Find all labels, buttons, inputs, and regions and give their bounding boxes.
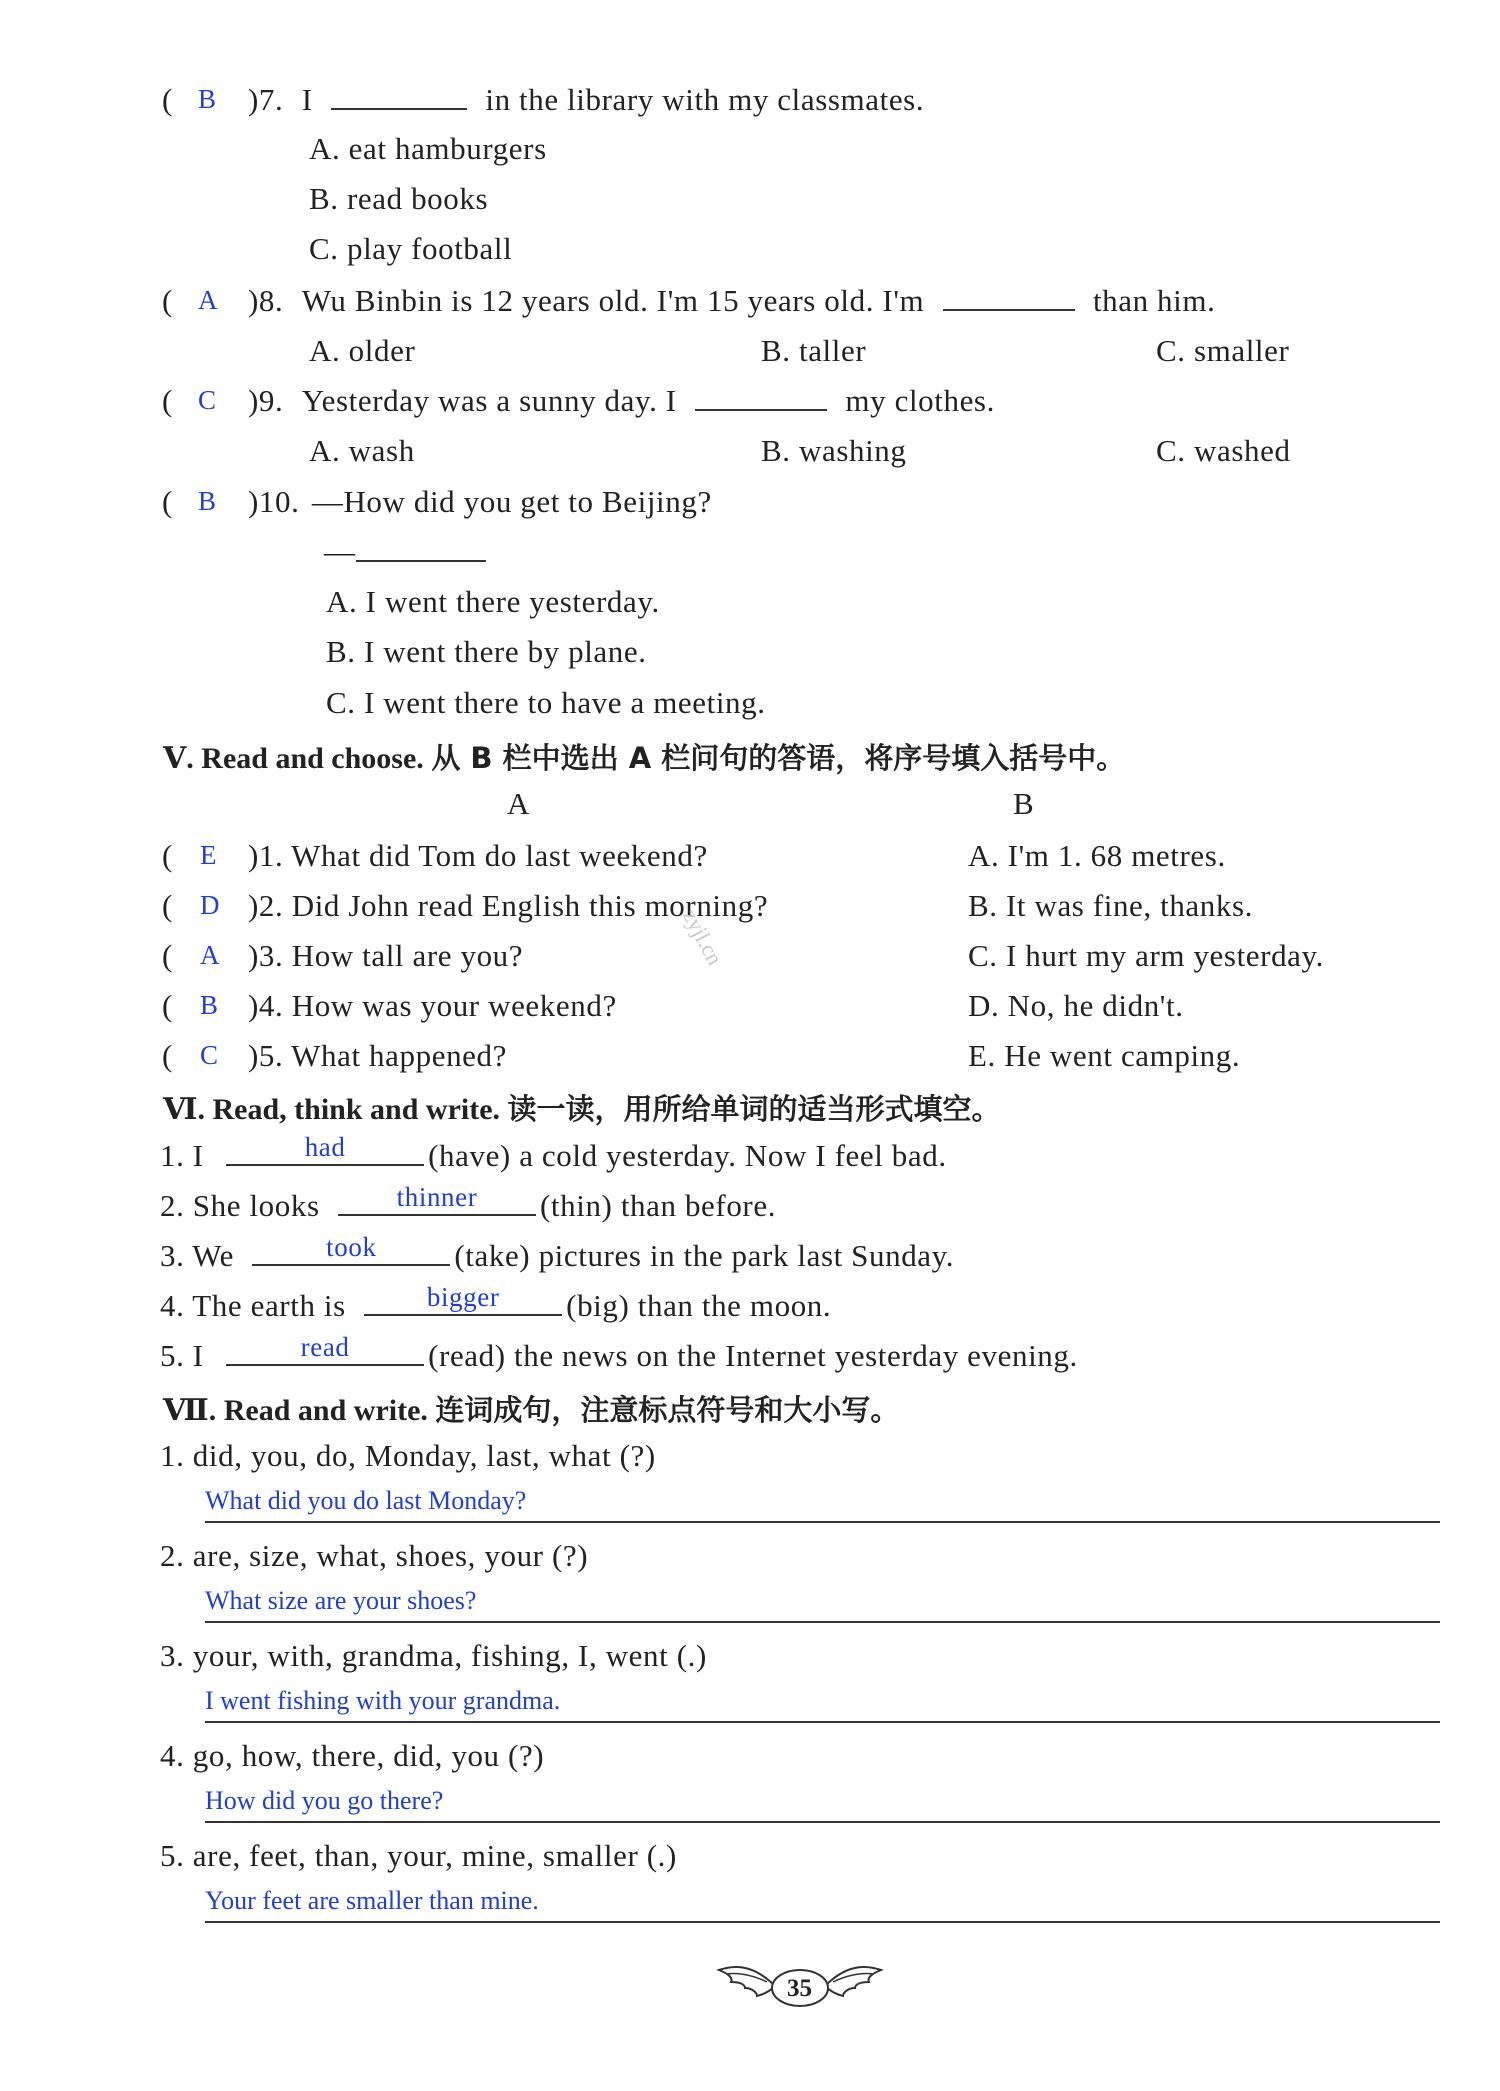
order-answer-5: Your feet are smaller than mine.: [205, 1886, 539, 1915]
match-option-a: A. I'm 1. 68 metres.: [968, 838, 1226, 873]
match-option-b: B. It was fine, thanks.: [968, 888, 1254, 923]
section-7-title-cn: 连词成句，注意标点符号和大小写。: [435, 1393, 900, 1427]
answer-line-1[interactable]: [205, 1521, 1440, 1523]
fill-item-5-post: (read) the news on the Internet yesterday evening.: [428, 1338, 1078, 1373]
answer-line-2[interactable]: [205, 1621, 1440, 1623]
q10-option-a: A. I went there yesterday.: [326, 584, 660, 619]
section-6-heading: [163, 1087, 1001, 1128]
watermark-text: zyjl.cn: [677, 905, 728, 970]
q8-option-b: B. taller: [761, 333, 867, 368]
fill-item-2-post: (thin) than before.: [540, 1188, 777, 1223]
fill-item-2: [160, 1182, 777, 1224]
column-a-header: A: [507, 786, 530, 821]
q8-text-pre: Wu Binbin is 12 years old. I'm 15 years old. I'm: [301, 283, 925, 318]
fill-item-5-pre: 5. I: [160, 1338, 204, 1373]
match-answer-5: C: [200, 1040, 219, 1070]
fill-item-1: [160, 1132, 947, 1174]
answer-line-3[interactable]: [205, 1721, 1440, 1723]
fill-item-4: [160, 1282, 832, 1324]
match-answer-2: D: [200, 890, 220, 920]
fill-blank-3[interactable]: [252, 1232, 450, 1266]
q10-question: —How did you get to Beijing?: [311, 484, 712, 519]
q7-option-c: C. play football: [309, 231, 513, 266]
q7-option-a: A. eat hamburgers: [309, 131, 547, 166]
q7-text-post: in the library with my classmates.: [485, 82, 925, 117]
fill-item-2-pre: 2. She looks: [160, 1188, 320, 1223]
q10-reply-line: [324, 534, 486, 570]
fill-blank-4[interactable]: [364, 1282, 562, 1316]
match-answer-4: B: [200, 990, 219, 1020]
fill-answer-2: thinner: [396, 1182, 478, 1212]
q9-text-post: my clothes.: [845, 383, 995, 418]
fill-item-3-post: (take) pictures in the park last Sunday.: [454, 1238, 955, 1273]
order-words-1: 1. did, you, do, Monday, last, what (?): [160, 1438, 656, 1473]
q9-option-c: C. washed: [1156, 433, 1291, 468]
q10-stem: [248, 484, 712, 520]
section-5-heading: [163, 736, 1125, 777]
order-words-3: 3. your, with, grandma, fishing, I, went (.): [160, 1638, 707, 1673]
fill-item-1-pre: 1. I: [160, 1138, 204, 1173]
match-row-5: (: [162, 1038, 173, 1073]
q9-stem: [248, 383, 995, 419]
q7-option-b: B. read books: [309, 181, 489, 216]
order-words-4: 4. go, how, there, did, you (?): [160, 1738, 545, 1773]
q7-open-paren: (: [162, 82, 173, 117]
order-words-5: 5. are, feet, than, your, mine, smaller (.): [160, 1838, 677, 1873]
fill-item-5: [160, 1332, 1078, 1374]
order-answer-2: What size are your shoes?: [205, 1586, 477, 1615]
fill-answer-4: bigger: [426, 1282, 500, 1312]
fill-item-4-pre: 4. The earth is: [160, 1288, 346, 1323]
section-6-title-cn: 读一读，用所给单词的适当形式填空。: [507, 1092, 1001, 1126]
column-b-header: B: [1013, 786, 1035, 821]
q9-option-a: A. wash: [309, 433, 415, 468]
answer-line-4[interactable]: [205, 1821, 1440, 1823]
q9-number: )9.: [248, 383, 284, 418]
section-7-heading: [163, 1388, 899, 1429]
match-row-3: (: [162, 938, 173, 973]
fill-answer-3: took: [326, 1232, 377, 1262]
q9-option-b: B. washing: [761, 433, 907, 468]
match-answer-1: E: [200, 840, 217, 870]
fill-item-1-post: (have) a cold yesterday. Now I feel bad.: [428, 1138, 947, 1173]
match-option-e: E. He went camping.: [968, 1038, 1241, 1073]
match-question-2: )2. Did John read English this morning?: [248, 888, 769, 923]
q7-blank[interactable]: [331, 84, 467, 110]
q10-blank[interactable]: [356, 536, 486, 562]
q8-number: )8.: [248, 283, 284, 318]
fill-blank-1[interactable]: [226, 1132, 424, 1166]
fill-blank-2[interactable]: [338, 1182, 536, 1216]
q10-dash: —: [324, 534, 356, 569]
match-option-c: C. I hurt my arm yesterday.: [968, 938, 1324, 973]
q8-open-paren: (: [162, 283, 173, 318]
q10-option-c: C. I went there to have a meeting.: [326, 685, 766, 720]
q10-answer: B: [198, 486, 217, 516]
order-words-2: 2. are, size, what, shoes, your (?): [160, 1538, 589, 1573]
match-question-5: )5. What happened?: [248, 1038, 507, 1073]
fill-blank-5[interactable]: [226, 1332, 424, 1366]
q8-answer: A: [198, 285, 218, 315]
fill-item-3-pre: 3. We: [160, 1238, 234, 1273]
q10-option-b: B. I went there by plane.: [326, 634, 647, 669]
fill-item-4-post: (big) than the moon.: [566, 1288, 832, 1323]
q7-answer: B: [198, 84, 217, 114]
fill-answer-1: had: [304, 1132, 346, 1162]
q7-number: )7.: [248, 82, 284, 117]
q9-open-paren: (: [162, 383, 173, 418]
match-row-4: (: [162, 988, 173, 1023]
match-question-4: )4. How was your weekend?: [248, 988, 617, 1023]
match-question-1: )1. What did Tom do last weekend?: [248, 838, 708, 873]
section-7-title-en: Ⅶ. Read and write.: [163, 1394, 428, 1427]
q8-blank[interactable]: [943, 285, 1075, 311]
fill-item-3: [160, 1232, 955, 1274]
q9-blank[interactable]: [695, 385, 827, 411]
q10-open-paren: (: [162, 484, 173, 519]
fill-answer-5: read: [300, 1332, 350, 1362]
section-5-title-cn: 从 B 栏中选出 A 栏问句的答语，将序号填入括号中。: [431, 741, 1126, 775]
section-6-title-en: Ⅵ. Read, think and write.: [163, 1093, 501, 1126]
q7-text-pre: I: [301, 82, 313, 117]
order-answer-4: How did you go there?: [205, 1786, 444, 1815]
q8-option-c: C. smaller: [1156, 333, 1290, 368]
match-question-3: )3. How tall are you?: [248, 938, 524, 973]
q7-stem: [248, 82, 924, 118]
q9-answer: C: [198, 385, 217, 415]
q10-number: )10.: [248, 484, 300, 519]
section-5-title-en: Ⅴ. Read and choose.: [163, 742, 424, 775]
order-answer-1: What did you do last Monday?: [205, 1486, 527, 1515]
match-row-1: (: [162, 838, 173, 873]
q8-option-a: A. older: [309, 333, 416, 368]
q8-stem: [248, 283, 1215, 319]
q9-text-pre: Yesterday was a sunny day. I: [301, 383, 677, 418]
order-answer-3: I went fishing with your grandma.: [205, 1686, 561, 1715]
q8-text-post: than him.: [1092, 283, 1216, 318]
match-answer-3: A: [200, 940, 220, 970]
answer-line-5[interactable]: [205, 1921, 1440, 1923]
match-option-d: D. No, he didn't.: [968, 988, 1184, 1023]
page-number: 35: [787, 1975, 812, 2002]
match-row-2: (: [162, 888, 173, 923]
